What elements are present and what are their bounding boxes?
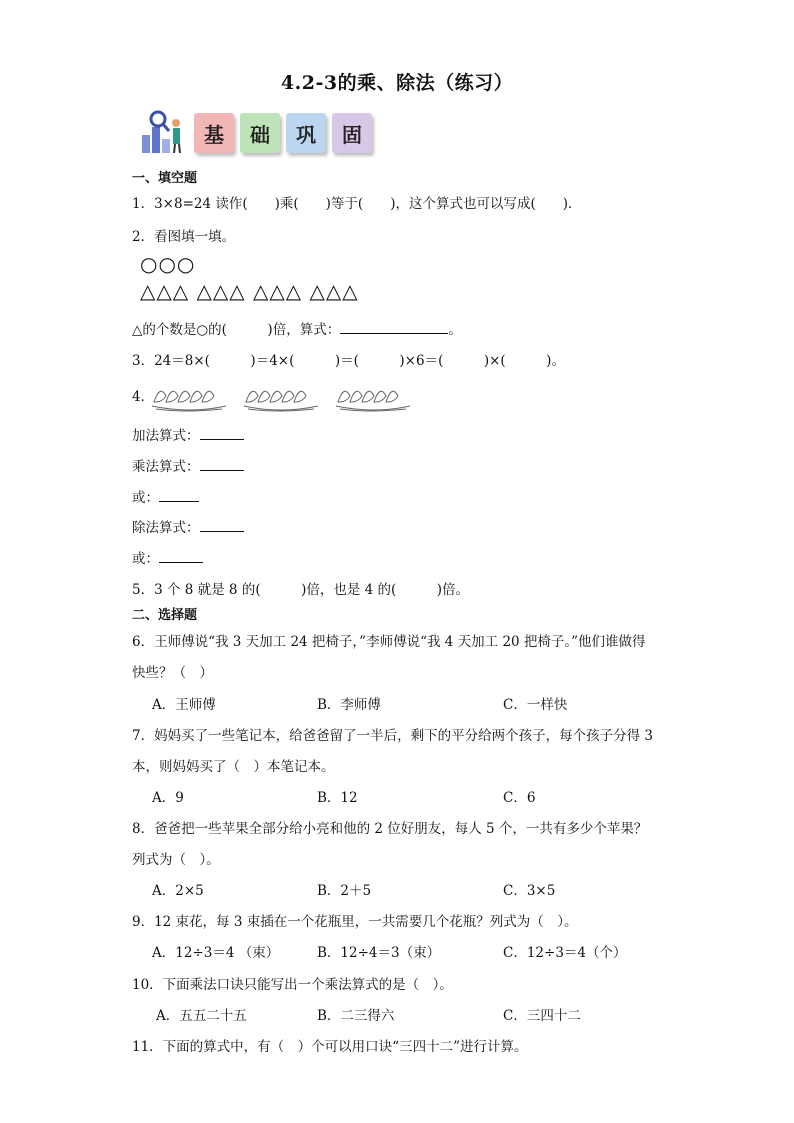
question-5: 5．3 个 8 就是 8 的( )倍，也是 4 的( )倍。 <box>132 582 470 598</box>
question-8-line-2: 列式为（ ）。 <box>132 852 220 868</box>
option-c[interactable]: C．三四十二 <box>503 1008 581 1024</box>
option-c[interactable]: C．12÷3＝4（个） <box>503 945 627 961</box>
option-b[interactable]: B．12 <box>317 790 358 806</box>
question-2-answer: △的个数是○的( )倍，算式： 。 <box>132 318 462 338</box>
or-blank[interactable] <box>159 487 199 502</box>
section-banner <box>136 108 378 158</box>
question-1: 1．3×8=24 读作( )乘( )等于( )，这个算式也可以写成( )． <box>132 196 582 212</box>
section-heading: 二、选择题 <box>132 608 198 623</box>
or-label: 或： <box>132 551 159 567</box>
option-b[interactable]: B．2＋5 <box>317 883 372 899</box>
question-6-line-2: 快些？（ ） <box>132 665 213 681</box>
question-7-line-1: 7．妈妈买了一些笔记本，给爸爸留了一半后，剩下的平分给两个孩子，每个孩子分得 3 <box>132 728 653 744</box>
question-8-line-1: 8．爸爸把一些苹果全部分给小亮和他的 2 位好朋友，每人 5 个，一共有多少个苹果？ <box>132 821 648 837</box>
question-2-text: △的个数是○的( )倍，算式： <box>132 322 341 338</box>
banner-tile: 巩 <box>286 113 326 153</box>
option-c[interactable]: C．6 <box>503 790 536 806</box>
swan-group-icon <box>242 372 322 412</box>
option-c[interactable]: C．3×5 <box>503 883 556 899</box>
or-line-2 <box>132 547 203 567</box>
question-2: 2．看图填一填。 <box>132 229 236 245</box>
option-c[interactable]: C．一样快 <box>503 697 568 713</box>
question-3: 3．24＝8×( )＝4×( )＝( )×6＝( )×( )。 <box>132 353 565 369</box>
question-10: 10．下面乘法口诀只能写出一个乘法算式的是（ ）。 <box>132 977 453 993</box>
banner-tile: 基 <box>194 113 234 153</box>
multiplication-blank[interactable] <box>200 456 244 471</box>
banner-tile: 固 <box>332 113 372 153</box>
or-label: 或： <box>132 490 159 506</box>
question-4-number: 4． <box>132 389 155 405</box>
or-line-1 <box>132 486 199 506</box>
swan-group-icon <box>334 372 414 412</box>
multiplication-label: 乘法算式： <box>132 459 200 475</box>
option-a[interactable]: A．2×5 <box>152 883 204 899</box>
option-b[interactable]: B．李师傅 <box>317 697 381 713</box>
or-blank[interactable] <box>159 548 203 563</box>
option-a[interactable]: A．12÷3＝4 （束） <box>152 945 280 961</box>
answer-blank[interactable] <box>340 319 448 334</box>
triangle-shapes: △△△ △△△ △△△ △△△ <box>140 279 359 303</box>
option-a[interactable]: A．五五二十五 <box>156 1008 247 1024</box>
question-7-line-2: 本，则妈妈买了（ ）本笔记本。 <box>132 759 335 775</box>
banner-tile: 础 <box>240 113 280 153</box>
swan-group-icon <box>150 372 230 412</box>
page-title: 4.2-3的乘、除法（练习） <box>280 72 514 94</box>
addition-blank[interactable] <box>200 425 244 440</box>
multiplication-line <box>132 455 244 475</box>
study-icon <box>136 109 188 157</box>
question-6-line-1: 6．王师傅说“我 3 天加工 24 把椅子，”李师傅说“我 4 天加工 20 把椅子。”他们谁做得 <box>132 634 646 650</box>
addition-line <box>132 424 244 444</box>
swan-picture <box>150 372 426 412</box>
addition-label: 加法算式： <box>132 428 200 444</box>
option-b[interactable]: B．12÷4＝3（束） <box>317 945 441 961</box>
option-a[interactable]: A．9 <box>152 790 184 806</box>
option-a[interactable]: A．王师傅 <box>152 697 216 713</box>
option-b[interactable]: B．二三得六 <box>317 1008 395 1024</box>
question-11: 11．下面的算式中，有（ ）个可以用口诀“三四十二”进行计算。 <box>132 1039 528 1055</box>
section-heading: 一、填空题 <box>132 171 198 186</box>
circle-shapes: ○○○ <box>140 252 196 276</box>
division-blank[interactable] <box>200 517 244 532</box>
division-line <box>132 516 244 536</box>
division-label: 除法算式： <box>132 520 200 536</box>
question-9: 9．12 束花，每 3 束插在一个花瓶里，一共需要几个花瓶？列式为（ ）。 <box>132 914 578 930</box>
